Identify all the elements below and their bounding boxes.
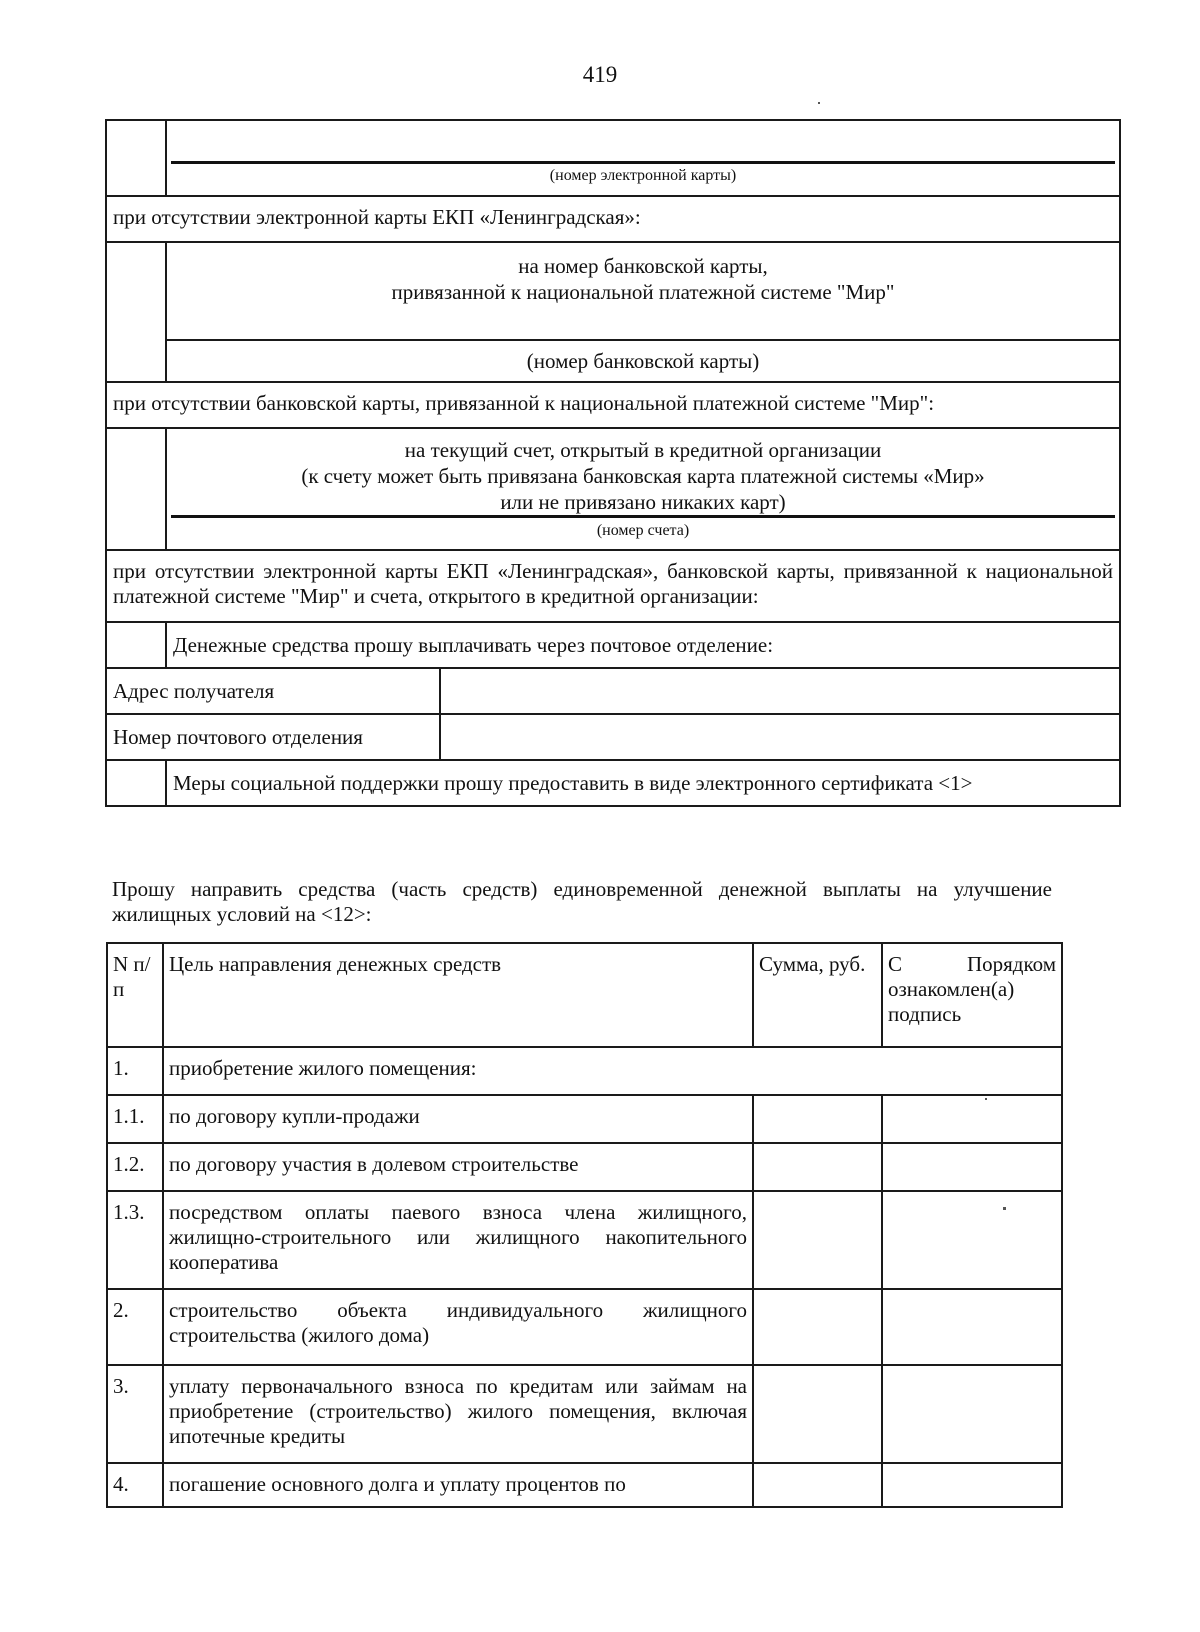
row-signature-field[interactable] (882, 1143, 1062, 1191)
row-purpose: погашение основного долга и уплату процентов по (163, 1463, 753, 1507)
account-option[interactable] (166, 428, 1120, 550)
row-purpose: по договору купли-продажи (163, 1095, 753, 1143)
table-header-row (107, 943, 1062, 1047)
row-purpose: посредством оплаты паевого взноса члена жилищного, жилищно-строительного или жилищного накопительного кооператива (163, 1191, 753, 1289)
bank-card-line2: привязанной к национальной платежной системе "Мир" (391, 280, 895, 304)
row-sum-field[interactable] (753, 1289, 882, 1365)
row-signature-field[interactable] (882, 1365, 1062, 1463)
header-num: N п/п (107, 943, 163, 1047)
bank-card-caption: (номер банковской карты) (526, 348, 760, 373)
card-checkbox[interactable] (106, 120, 166, 196)
intro-paragraph: Прошу направить средства (часть средств) единовременной денежной выплаты на улучшение жилищных условий на <12>: (112, 877, 1052, 926)
row-num: 4. (107, 1463, 163, 1507)
page-number: 419 (582, 62, 618, 87)
table-row (107, 1143, 1062, 1191)
header-purpose: Цель направления денежных средств (163, 943, 753, 1047)
post-office-number-field[interactable] (440, 714, 1120, 760)
row-signature-field[interactable] (882, 1191, 1062, 1289)
bank-card-line1: на номер банковской карты, (518, 254, 768, 278)
row-purpose: приобретение жилого помещения: (163, 1047, 1062, 1095)
header-sum: Сумма, руб. (753, 943, 882, 1047)
row-signature-field[interactable] (882, 1463, 1062, 1507)
account-line2: (к счету может быть привязана банковская карта платежной системы «Мир» (301, 464, 985, 488)
card-number-line (171, 161, 1115, 164)
account-caption: (номер счета) (596, 522, 690, 539)
table-row (107, 1463, 1062, 1507)
card-number-caption: (номер электронной карты) (549, 167, 737, 184)
row-purpose: уплату первоначального взноса по кредитам или займам на приобретение (строительство) жилого помещения, включая ипотечные кредиты (163, 1365, 753, 1463)
certificate-option: Меры социальной поддержки прошу предоставить в виде электронного сертификата <1> (166, 760, 1120, 806)
bank-card-number-field[interactable] (166, 340, 1120, 382)
row-num: 1.1. (107, 1095, 163, 1143)
table-row (107, 1289, 1062, 1365)
account-number-line (171, 515, 1115, 518)
row-sum-field[interactable] (753, 1365, 882, 1463)
certificate-checkbox[interactable] (106, 760, 166, 806)
account-line3: или не привязано никаких карт) (500, 490, 786, 514)
header-sign: С Порядком ознакомлен(а) подпись (882, 943, 1062, 1047)
row-sum-field[interactable] (753, 1143, 882, 1191)
table-row (107, 1047, 1062, 1095)
row-sum-field[interactable] (753, 1463, 882, 1507)
account-line1: на текущий счет, открытый в кредитной организации (404, 438, 882, 462)
recipient-address-label: Адрес получателя (106, 668, 440, 714)
bank-card-checkbox[interactable] (106, 242, 166, 382)
no-payment-means-heading: при отсутствии электронной карты ЕКП «Ленинградская», банковской карты, привязанной к национальной платежной системе "Мир" и счета, открытого в кредитной организации: (106, 550, 1120, 622)
no-bank-card-heading: при отсутствии банковской карты, привязанной к национальной платежной системе "Мир": (106, 382, 1120, 428)
row-purpose: по договору участия в долевом строительстве (163, 1143, 753, 1191)
row-num: 1. (107, 1047, 163, 1095)
table-row (107, 1095, 1062, 1143)
post-office-checkbox[interactable] (106, 622, 166, 668)
row-num: 3. (107, 1365, 163, 1463)
payment-purpose-table (106, 942, 1063, 1508)
no-card-heading: при отсутствии электронной карты ЕКП «Ленинградская»: (106, 196, 1120, 242)
recipient-address-field[interactable] (440, 668, 1120, 714)
card-number-field[interactable] (166, 120, 1120, 196)
bank-card-option (166, 242, 1120, 340)
payment-method-form (105, 119, 1121, 807)
row-signature-field[interactable] (882, 1289, 1062, 1365)
row-num: 2. (107, 1289, 163, 1365)
row-signature-field[interactable] (882, 1095, 1062, 1143)
row-sum-field[interactable] (753, 1191, 882, 1289)
row-sum-field[interactable] (753, 1095, 882, 1143)
table-row (107, 1365, 1062, 1463)
post-office-number-label: Номер почтового отделения (106, 714, 440, 760)
row-purpose: строительство объекта индивидуального жилищного строительства (жилого дома) (163, 1289, 753, 1365)
account-checkbox[interactable] (106, 428, 166, 550)
row-num: 1.3. (107, 1191, 163, 1289)
table-row (107, 1191, 1062, 1289)
scan-speck (818, 102, 820, 104)
row-num: 1.2. (107, 1143, 163, 1191)
post-office-option: Денежные средства прошу выплачивать через почтовое отделение: (166, 622, 1120, 668)
